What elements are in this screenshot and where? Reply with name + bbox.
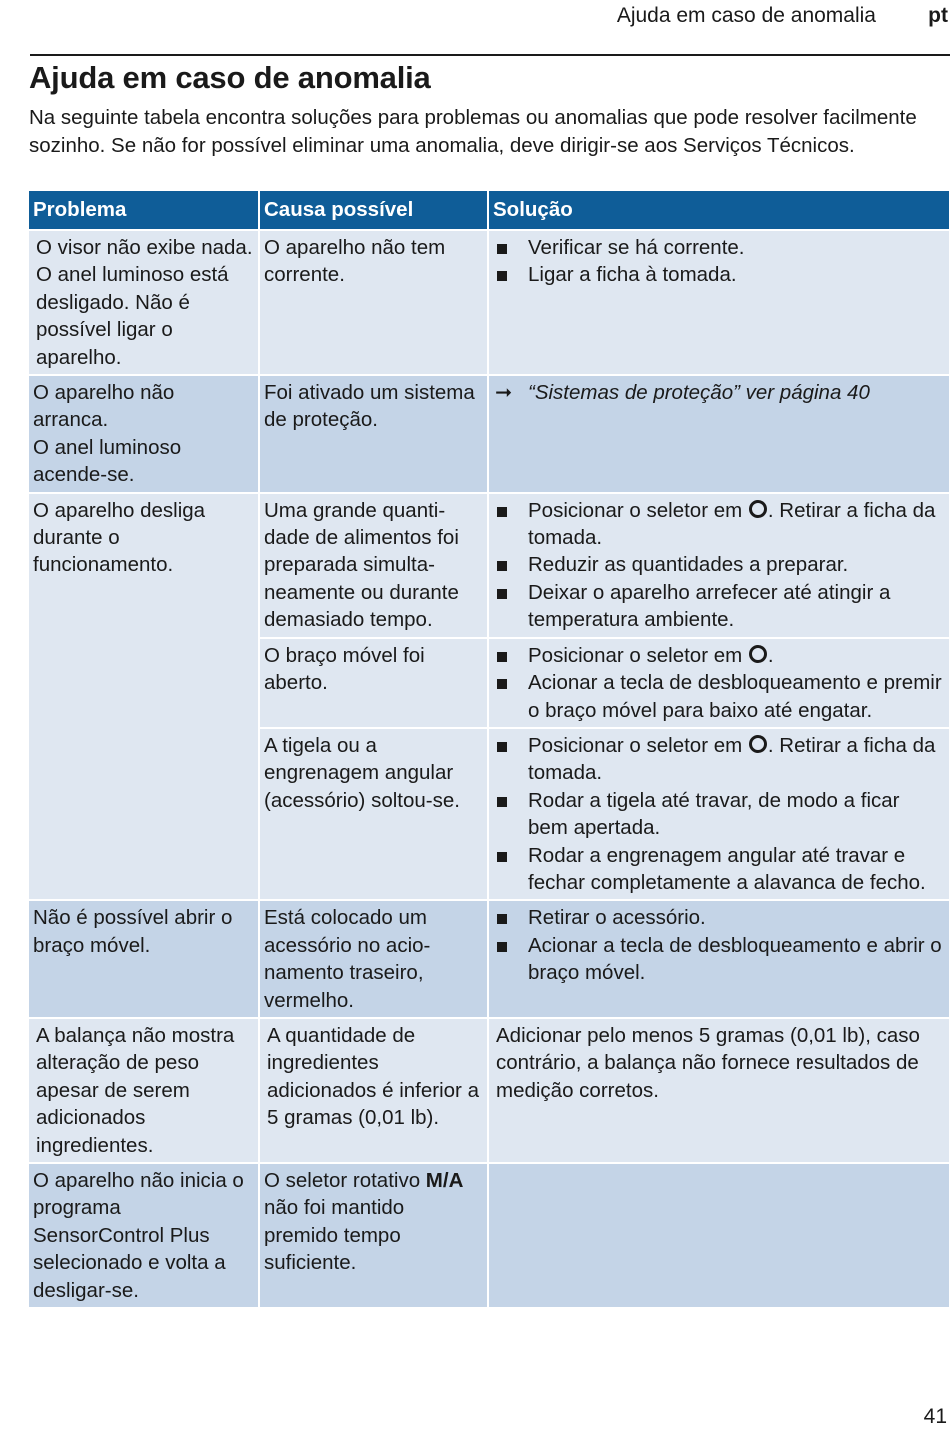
solution-step: Posicionar o seletor em . Retirar a ficha da tomada. — [493, 732, 945, 787]
bullet-square-icon — [497, 942, 507, 952]
solution-step: Acionar a tecla de desbloqueamento e premir o braço móvel para baixo até engatar. — [493, 669, 945, 724]
cause-cell: Uma grande quantidade de alimentos foi preparada simultaneamente ou durante demasiado tempo. — [259, 493, 488, 638]
cause-cell: O braço móvel foi aberto. — [259, 638, 488, 728]
table-row — [29, 375, 949, 493]
bullet-square-icon — [497, 507, 507, 517]
solution-cell — [488, 900, 949, 1018]
solution-cell — [488, 375, 949, 493]
bullet-square-icon — [497, 852, 507, 862]
bullet-square-icon — [497, 679, 507, 689]
cause-cell: O aparelho não tem corrente. — [259, 230, 488, 375]
cause-cell: Foi ativado um sistema de proteção. — [259, 375, 488, 493]
solution-cell — [488, 230, 949, 375]
solution-cell: Adicionar pelo menos 5 gramas (0,01 lb), caso contrário, a balança não fornece resultados de medição corretos. — [488, 1018, 949, 1163]
bullet-square-icon — [497, 589, 507, 599]
problem-cell: O aparelho desliga durante o funcionamento. — [29, 493, 259, 901]
problem-cell: Não é possível abrir o braço móvel. — [29, 900, 259, 1018]
bullet-square-icon — [497, 652, 507, 662]
arrow-right-icon: ➞ — [495, 381, 513, 405]
solution-step: Reduzir as quantidades a preparar. — [493, 551, 945, 578]
running-header-title: Ajuda em caso de anomalia — [616, 4, 876, 27]
running-header — [0, 4, 950, 30]
solution-step: Verificar se há corrente. — [493, 234, 945, 261]
problem-cell: A balança não mostra alteração de peso apesar de serem adicionados ingredientes. — [29, 1018, 259, 1163]
bullet-square-icon — [497, 271, 507, 281]
solution-cell — [488, 638, 949, 728]
solution-step: Posicionar o seletor em . Retirar a ficha da tomada. — [493, 497, 945, 552]
table-header-row — [29, 191, 949, 230]
bullet-square-icon — [497, 797, 507, 807]
problem-cell: O aparelho não arranca. O anel luminoso acende-se. — [29, 375, 259, 493]
solution-step: Acionar a tecla de desbloqueamento e abrir o braço móvel. — [493, 932, 945, 987]
table-row — [29, 900, 949, 1018]
bullet-square-icon — [497, 914, 507, 924]
solution-cell — [488, 493, 949, 638]
column-header-cause: Causa possível — [259, 191, 488, 230]
table-row — [29, 493, 949, 638]
cause-cell: O seletor rotativo M/A não foi mantido premido tempo suficiente. — [259, 1163, 488, 1308]
troubleshooting-table — [29, 191, 949, 1309]
language-code: pt — [928, 4, 948, 27]
page-number: 41 — [923, 1405, 947, 1428]
table-row — [29, 230, 949, 375]
header-rule — [30, 54, 950, 56]
intro-paragraph: Na seguinte tabela encontra soluções para problemas ou anomalias que pode resolver facilmente sozinho. Se não for possível eliminar uma anomalia, deve dirigir-se aos Serviços Técnicos. — [29, 106, 917, 157]
column-header-problem: Problema — [29, 191, 259, 230]
cause-cell: Está colocado um acessório no acionamento traseiro, vermelho. — [259, 900, 488, 1018]
solution-cell — [488, 1163, 949, 1308]
bullet-square-icon — [497, 244, 507, 254]
selector-off-icon — [749, 500, 767, 518]
page-reference-link[interactable]: ➞ “Sistemas de proteção” ver página 40 — [493, 379, 945, 406]
solution-step: Ligar a ficha à tomada. — [493, 261, 945, 288]
solution-step: Retirar o acessório. — [493, 904, 945, 931]
solution-step: Rodar a engrenagem angular até travar e fechar completamente a alavanca de fecho. — [493, 842, 945, 897]
problem-cell: O aparelho não inicia o programa SensorControl Plus selecionado e volta a desligar-se. — [29, 1163, 259, 1308]
page-title: Ajuda em caso de anomalia — [29, 60, 431, 95]
bullet-square-icon — [497, 561, 507, 571]
problem-cell: O visor não exibe nada. O anel luminoso está desligado. Não é possível ligar o aparelho. — [29, 230, 259, 375]
selector-off-icon — [749, 735, 767, 753]
cause-cell: A tigela ou a engrenagem angular (acessório) soltou-se. — [259, 728, 488, 900]
bullet-square-icon — [497, 742, 507, 752]
solution-step: Posicionar o seletor em . — [493, 642, 945, 669]
cause-cell: A quantidade de ingredientes adicionados é inferior a 5 gramas (0,01 lb). — [259, 1018, 488, 1163]
solution-step: Rodar a tigela até travar, de modo a ficar bem apertada. — [493, 787, 945, 842]
table-row — [29, 1018, 949, 1163]
column-header-solution: Solução — [488, 191, 949, 230]
table-row — [29, 1163, 949, 1308]
solution-step: Deixar o aparelho arrefecer até atingir a temperatura ambiente. — [493, 579, 945, 634]
selector-off-icon — [749, 645, 767, 663]
solution-cell — [488, 728, 949, 900]
